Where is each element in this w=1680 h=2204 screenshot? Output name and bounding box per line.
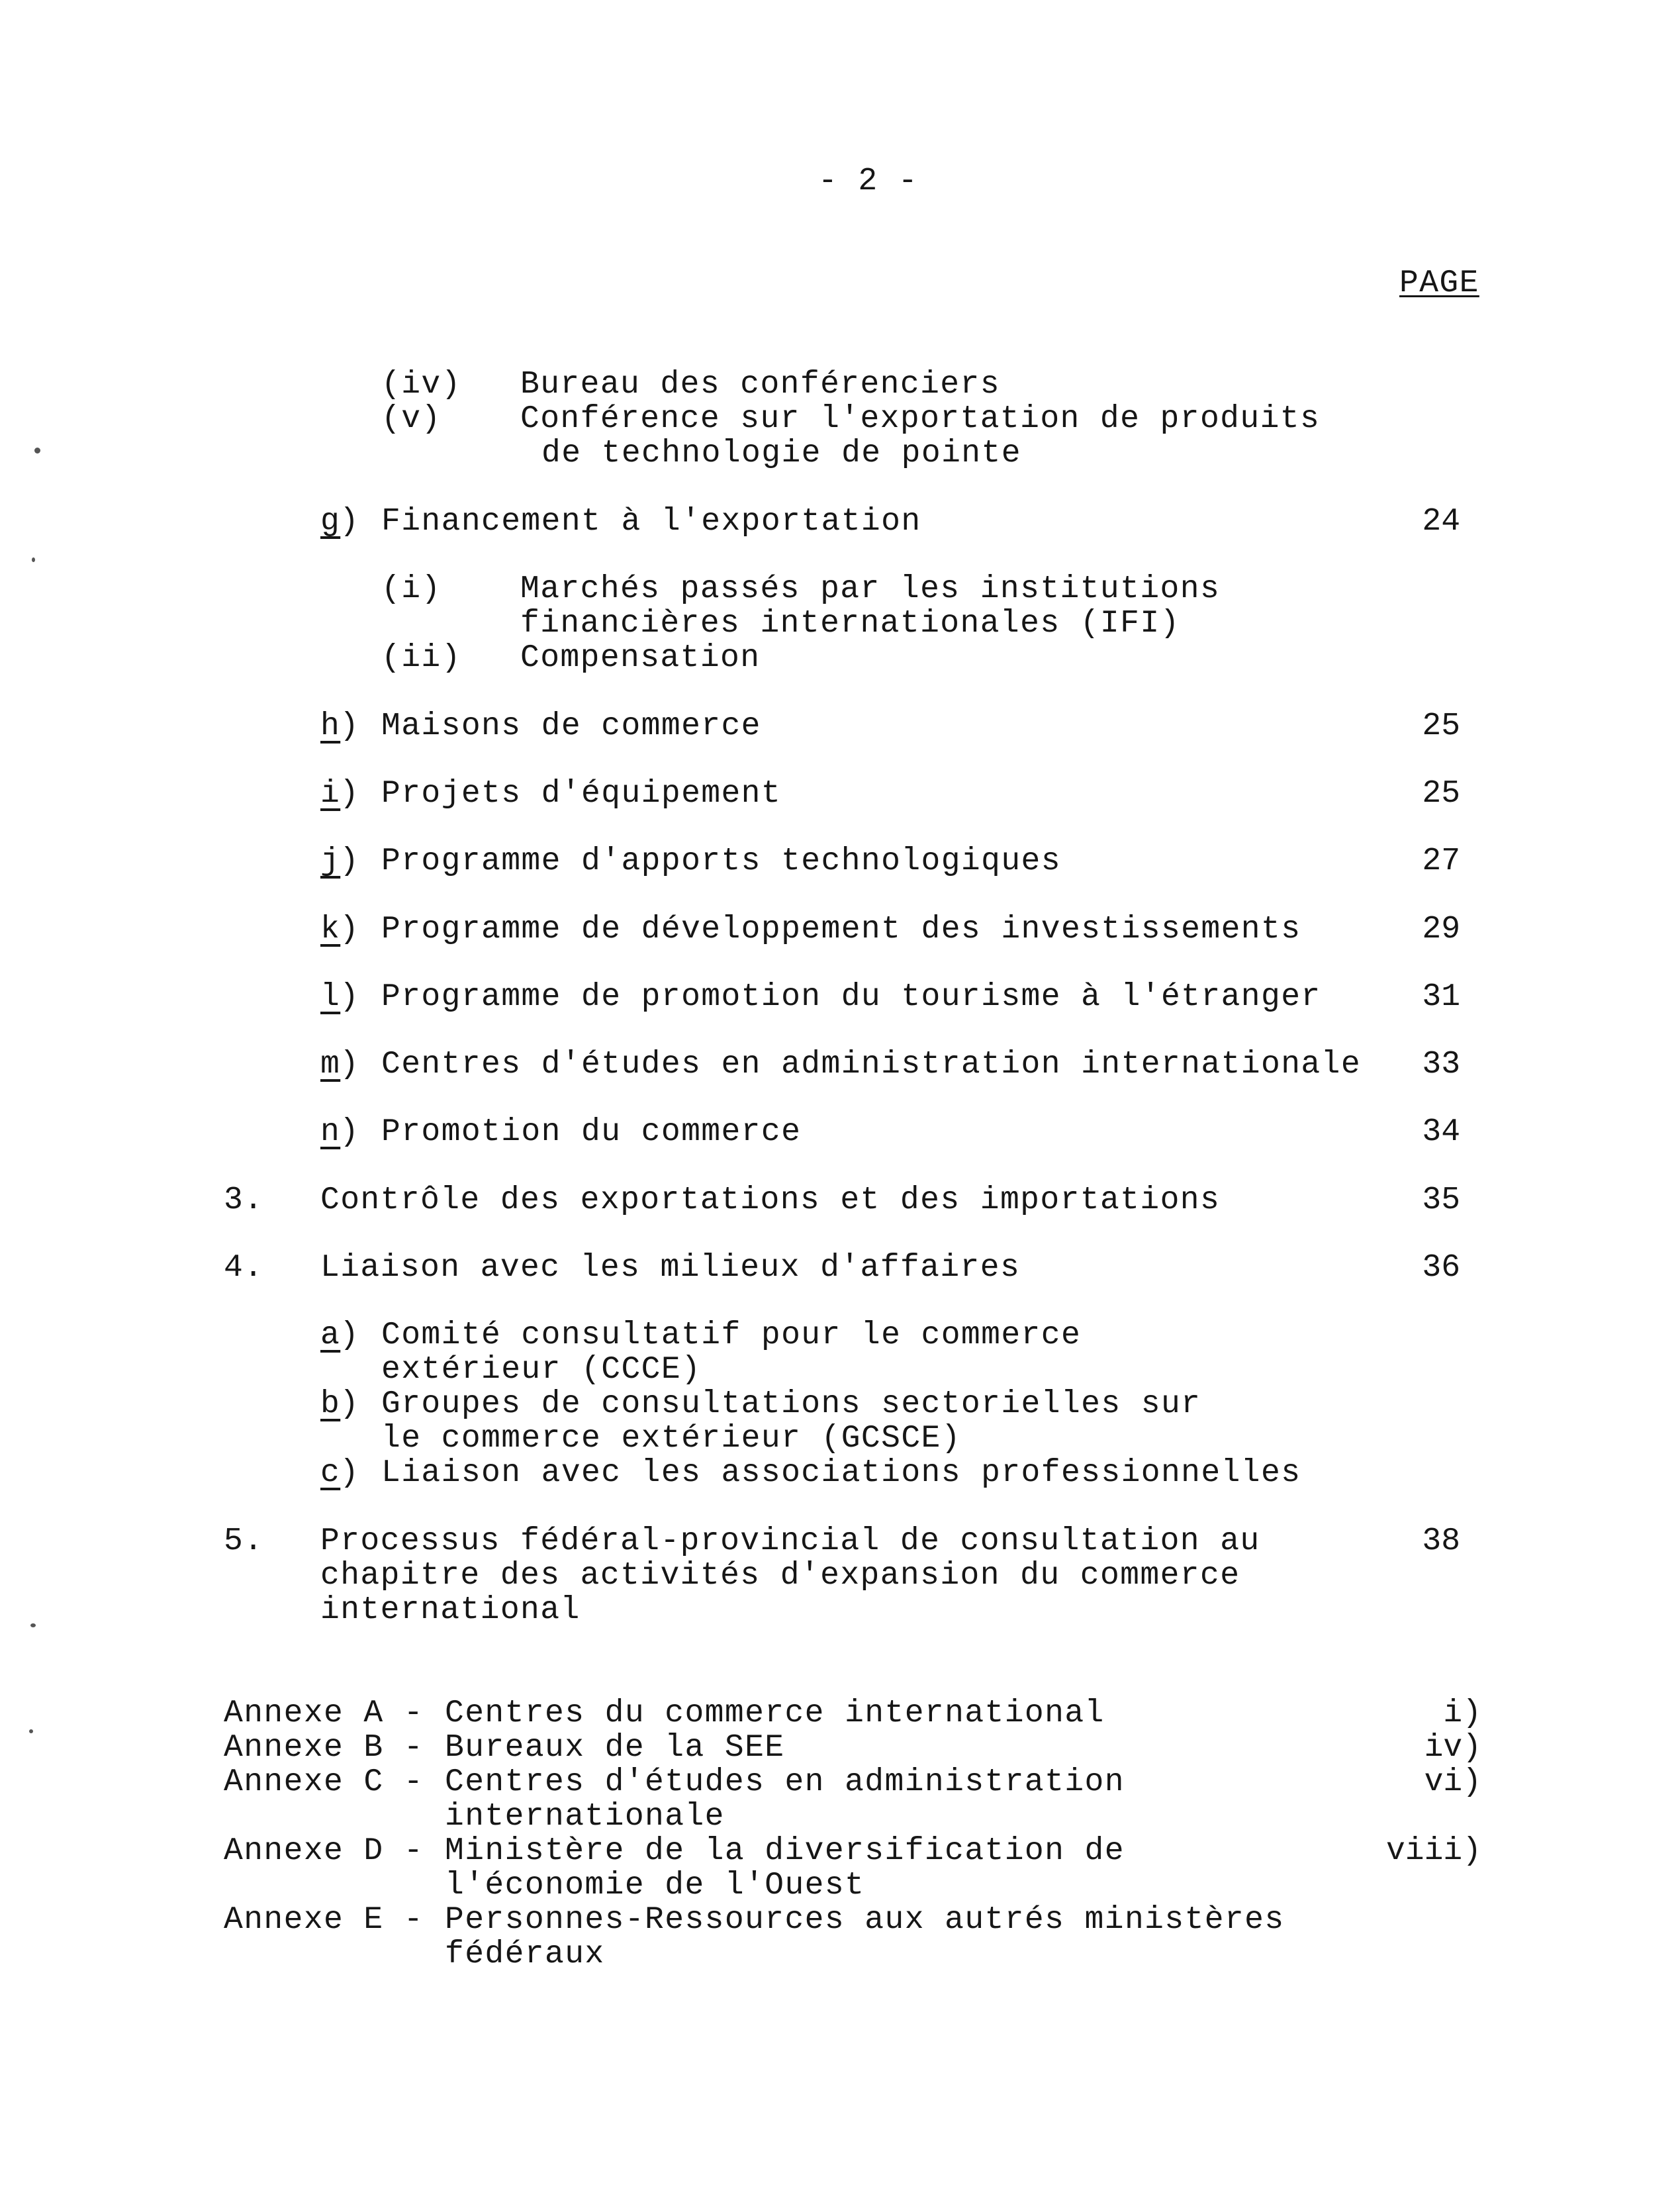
toc-section-text: international (320, 1592, 581, 1628)
toc-section-page: 38 (1422, 1523, 1460, 1559)
toc-item-letter: c (320, 1455, 341, 1491)
toc-item-paren: ) (340, 843, 360, 879)
toc-item-letter: b (320, 1386, 341, 1422)
toc-item-text: Comité consultatif pour le commerce (381, 1318, 1082, 1353)
annex-title: Bureaux de la SEE (445, 1730, 785, 1766)
annex-label: Annexe D - (224, 1833, 424, 1869)
annex-title: Personnes-Ressources aux autrés ministères (445, 1902, 1285, 1938)
toc-item-paren: ) (340, 1047, 360, 1082)
annex-label: Annexe A - (224, 1696, 424, 1731)
toc-item-letter: l (320, 979, 341, 1015)
toc-section-text: Liaison avec les milieux d'affaires (320, 1250, 1021, 1286)
toc-item-paren: ) (340, 1455, 360, 1491)
scan-speck (32, 557, 35, 562)
annex-title: Centres du commerce international (445, 1696, 1105, 1731)
toc-item-continuation: le commerce extérieur (GCSCE) (381, 1421, 961, 1457)
toc-section-text: chapitre des activités d'expansion du commerce (320, 1558, 1240, 1594)
toc-item-letter: k (320, 912, 341, 947)
annex-title: Centres d'études en administration (445, 1764, 1125, 1800)
toc-item-page: 31 (1422, 979, 1460, 1015)
toc-item-letter: j (320, 843, 341, 879)
toc-item-text: Programme de développement des investissements (381, 912, 1301, 947)
annex-title-continuation: internationale (445, 1799, 725, 1835)
annex-title-continuation: l'économie de l'Ouest (445, 1868, 865, 1903)
toc-item-page: 33 (1422, 1047, 1460, 1082)
toc-section-text: Processus fédéral-provincial de consultation au (320, 1523, 1260, 1559)
toc-item-letter: m (320, 1047, 341, 1082)
toc-item-page: 27 (1422, 843, 1460, 879)
toc-section-number: 3. (224, 1182, 264, 1218)
toc-item-paren: ) (340, 1114, 360, 1150)
toc-subitem-text: Conférence sur l'exportation de produits (520, 401, 1321, 437)
annex-page: i) (1443, 1696, 1481, 1731)
toc-subitem-continuation: financières internationales (IFI) (520, 606, 1180, 642)
toc-item-letter: i (320, 776, 341, 812)
toc-item-page: 25 (1422, 708, 1460, 744)
annex-page: vi) (1424, 1764, 1481, 1800)
toc-subitem-text: Bureau des conférenciers (520, 367, 1000, 403)
toc-section-page: 36 (1422, 1250, 1460, 1286)
toc-item-letter: n (320, 1114, 341, 1150)
toc-item-letter: g (320, 504, 341, 540)
toc-item-text: Promotion du commerce (381, 1114, 802, 1150)
annex-page: viii) (1385, 1833, 1481, 1869)
toc-section-page: 35 (1422, 1182, 1460, 1218)
toc-item-page: 29 (1422, 912, 1460, 947)
toc-item-letter: h (320, 708, 341, 744)
toc-item-paren: ) (340, 1386, 360, 1422)
toc-item-letter: a (320, 1318, 341, 1353)
toc-subitem-marker: (v) (381, 401, 442, 437)
toc-item-text: Programme de promotion du tourisme à l'étranger (381, 979, 1321, 1015)
toc-item-text: Programme d'apports technologiques (381, 843, 1061, 879)
toc-subitem-text: Marchés passés par les institutions (520, 571, 1221, 607)
toc-subitem-marker: (ii) (381, 640, 461, 676)
toc-subitem-marker: (iv) (381, 367, 461, 403)
toc-item-text: Centres d'études en administration internationale (381, 1047, 1362, 1082)
toc-item-paren: ) (340, 912, 360, 947)
scan-speck (30, 1623, 36, 1627)
toc-item-continuation: extérieur (CCCE) (381, 1352, 702, 1388)
toc-subitem-marker: (i) (381, 571, 442, 607)
toc-section-text: Contrôle des exportations et des importations (320, 1182, 1221, 1218)
toc-item-text: Financement à l'exportation (381, 504, 921, 540)
scan-speck (29, 1729, 33, 1733)
toc-subitem-text: Compensation (520, 640, 761, 676)
annex-label: Annexe E - (224, 1902, 424, 1938)
toc-item-text: Liaison avec les associations professionnelles (381, 1455, 1301, 1491)
toc-item-page: 24 (1422, 504, 1460, 540)
annex-label: Annexe C - (224, 1764, 424, 1800)
toc-item-page: 34 (1422, 1114, 1460, 1150)
toc-item-text: Maisons de commerce (381, 708, 761, 744)
toc-item-paren: ) (340, 979, 360, 1015)
toc-section-number: 5. (224, 1523, 264, 1559)
toc-section-number: 4. (224, 1250, 264, 1286)
toc-item-paren: ) (340, 708, 360, 744)
toc-item-text: Projets d'équipement (381, 776, 782, 812)
page-number: - 2 - (818, 164, 919, 199)
toc-item-paren: ) (340, 1318, 360, 1353)
page-column-label: PAGE (1399, 265, 1479, 301)
annex-label: Annexe B - (224, 1730, 424, 1766)
scan-speck (34, 448, 40, 454)
toc-item-text: Groupes de consultations sectorielles sur (381, 1386, 1201, 1422)
annex-page: iv) (1424, 1730, 1481, 1766)
toc-item-page: 25 (1422, 776, 1460, 812)
toc-subitem-continuation: de technologie de pointe (541, 436, 1021, 471)
toc-item-paren: ) (340, 504, 360, 540)
toc-item-paren: ) (340, 776, 360, 812)
annex-title-continuation: fédéraux (445, 1937, 605, 1972)
annex-title: Ministère de la diversification de (445, 1833, 1125, 1869)
